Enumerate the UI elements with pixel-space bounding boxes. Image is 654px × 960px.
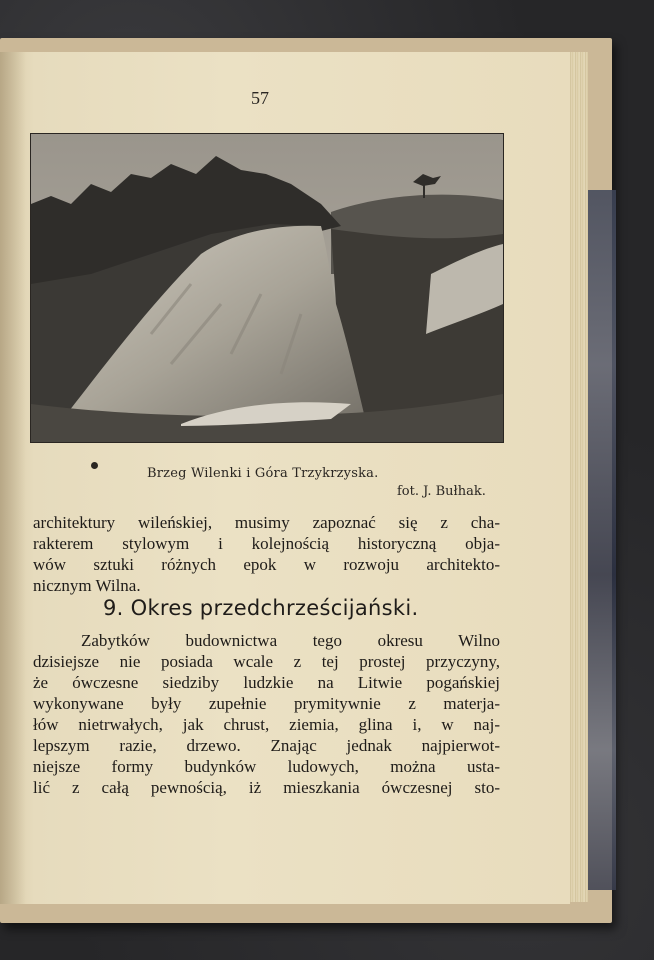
section-heading: 9. Okres przedchrześcijański. xyxy=(103,596,419,620)
photo-caption: Brzeg Wilenki i Góra Trzykrzyska. xyxy=(147,466,379,481)
text-line: nicznym Wilna. xyxy=(33,576,141,595)
paragraph-body xyxy=(33,630,500,798)
page-number: 57 xyxy=(251,88,269,108)
text-line: łów nietrwałych, jak chrust, ziemia, glina i, w naj- xyxy=(33,715,500,734)
text-line: Zabytków budownictwa tego okresu Wilno xyxy=(81,631,500,650)
text-line: lepszym razie, drzewo. Znając jednak najpierwot- xyxy=(33,736,500,755)
text-line: wów sztuki różnych epok w rozwoju architekto- xyxy=(33,555,500,574)
text-line: rakterem stylowym i kolejnością historyczną obja- xyxy=(33,534,500,553)
text-line: że ówczesne siedziby ludzkie na Litwie pogańskiej xyxy=(33,673,500,692)
page-gutter-shadow xyxy=(0,52,26,904)
landscape-photo xyxy=(30,133,504,443)
text-line: dzisiejsze nie posiada wcale z tej prostej przyczyny, xyxy=(33,652,500,671)
text-line: lić z całą pewnością, iż mieszkania ówczesnej sto- xyxy=(33,778,500,797)
paragraph-intro xyxy=(33,512,500,596)
text-line: architektury wileńskiej, musimy zapoznać się z cha- xyxy=(33,513,500,532)
cover-edge-pattern xyxy=(586,190,616,890)
text-line: niejsze formy budynków ludowych, można usta- xyxy=(33,757,500,776)
photo-credit: fot. J. Bułhak. xyxy=(397,484,486,499)
bullet-mark xyxy=(91,462,98,469)
text-line: wykonywane były zupełnie prymitywnie z materja- xyxy=(33,694,500,713)
